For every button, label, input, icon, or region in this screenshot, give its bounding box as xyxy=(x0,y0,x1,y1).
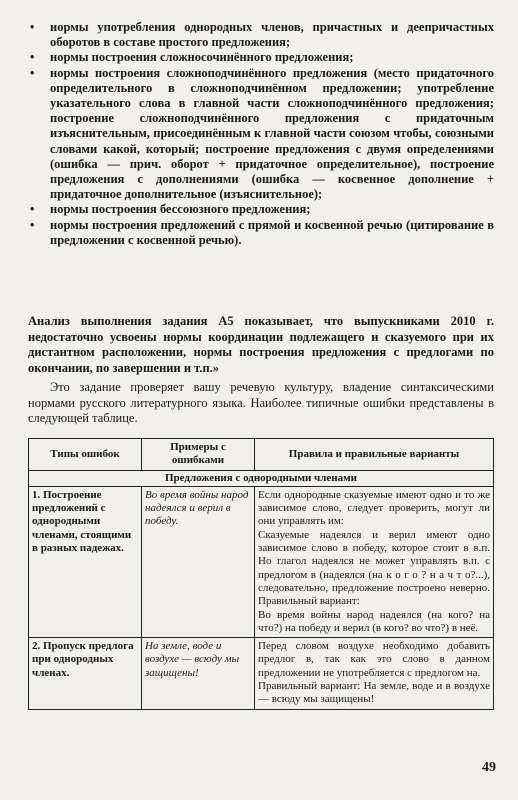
header-examples: Примеры с ошибками xyxy=(142,439,255,471)
error-type-cell: 1. Построение предложений с однородными членами, стоящими в разных падежах. xyxy=(29,486,142,637)
bullet-icon: • xyxy=(30,65,35,80)
table-row xyxy=(29,486,494,637)
example-cell: Во время войны народ надеялся и верил в победу. xyxy=(142,486,255,637)
rule-text: Во время войны народ надеялся (на кого? на что?) на победу и верил (в кого? во что?) в неё. xyxy=(258,608,490,634)
bullet-icon: • xyxy=(30,20,35,34)
analysis-paragraph: Анализ выполнения задания А5 показывает, что выпускниками 2010 г. недостаточно усвоены нормы координации подлежащего и сказуемого при их дистантном расположении, нормы построения предложения с предлогами по окончании, по завершении и т.п.» xyxy=(28,314,494,375)
header-error-types: Типы ошибок xyxy=(29,439,142,471)
rule-text: Сказуемые надеялся и верил имеют одно зависимое слово в победу, которое стоит в в.п. Но глагол надеялся не может управлять в.п. с предлогом в (надеялся (на к о г о ? н а ч т о?...), следовательно, предложение построено неверно. Правильный вариант: xyxy=(258,528,490,608)
bullet-icon: • xyxy=(30,50,35,65)
error-type-cell: 2. Пропуск предлога при однородных членах. xyxy=(29,638,142,709)
bullet-icon: • xyxy=(30,202,35,217)
rule-cell xyxy=(255,638,494,709)
list-item: • нормы построения сложноподчинённого предложения (место придаточного определительного в сложноподчинённом предложении; употребление указательного слова в главной части сложноподчинённого предложения; построение сложноподчинённого предложения с придаточным изъяснительным, присоединённым к главной части союзом чтобы, союзными словами какой, который; построение предложения с двумя определениями (ошибка — прич. оборот + придаточное определительное), построение предложения с дополнениями (ошибка — косвенное дополнение + придаточное дополнительное (изъяснительное); xyxy=(30,65,494,202)
rule-cell xyxy=(255,486,494,637)
intro-paragraph: Это задание проверяет вашу речевую культуру, владение синтаксическими нормами русского литературного языка. Наиболее типичные ошибки представлены в следующей таблице. xyxy=(28,380,494,425)
header-rules: Правила и правильные варианты xyxy=(255,439,494,471)
section-row xyxy=(29,470,494,486)
rule-text: Правильный вариант: На земле, воде и в воздухе — всюду мы защищены! xyxy=(258,680,490,706)
norms-list xyxy=(28,20,494,248)
list-item: • нормы построения бессоюзного предложения; xyxy=(30,202,311,217)
errors-table xyxy=(28,438,494,710)
bullet-icon: • xyxy=(30,217,35,232)
example-cell: На земле, воде и воздухе — всюду мы защищены! xyxy=(142,638,255,709)
page-number: 49 xyxy=(482,760,496,775)
rule-text: Перед словом воздухе необходимо добавить предлог в, так как это слово в данном предложении не употребляется с предлогом на. xyxy=(258,640,490,679)
table-row xyxy=(29,638,494,709)
table-header-row xyxy=(29,439,494,471)
list-item: • нормы построения сложносочинённого предложения; xyxy=(30,50,354,65)
list-item: • нормы употребления однородных членов, причастных и деепричастных оборотов в составе простого предложения; xyxy=(30,20,494,50)
section-title: Предложения с однородными членами xyxy=(29,470,494,486)
list-item: • нормы построения предложений с прямой и косвенной речью (цитирование в предложении с косвенной речью). xyxy=(30,217,494,247)
rule-text: Если однородные сказуемые имеют одно и то же зависимое слово, следует проверить, могут ли они управлять им: xyxy=(258,488,490,528)
